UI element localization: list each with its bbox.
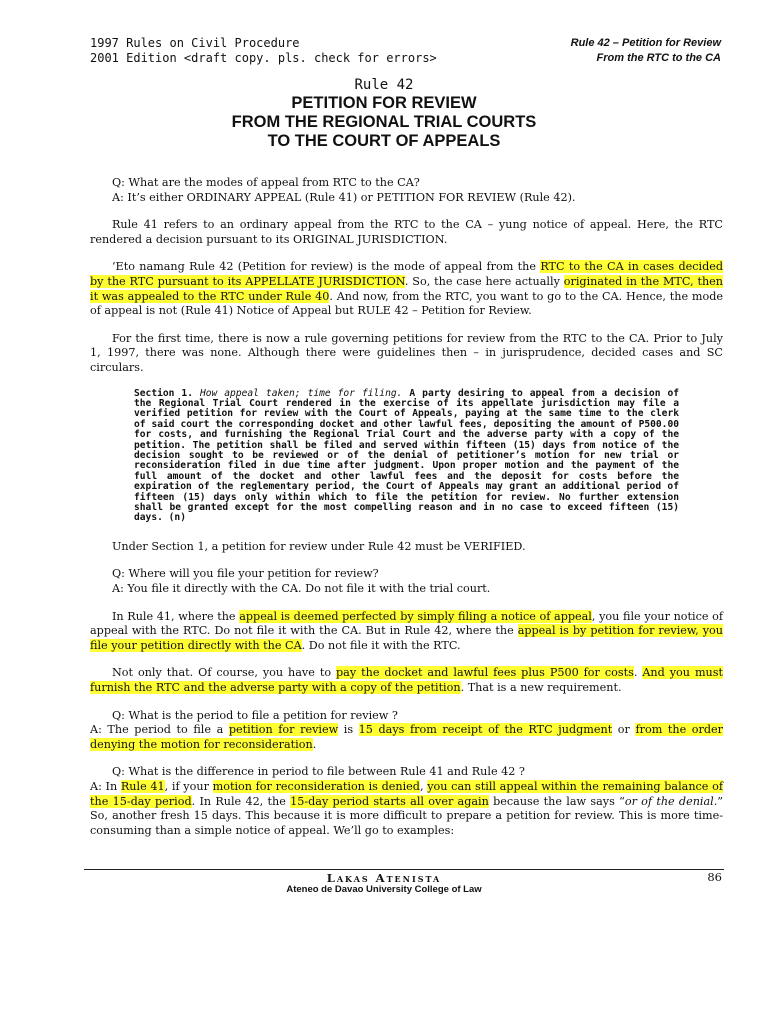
rule-number: Rule 42 [354, 77, 414, 93]
text-run: In Rule 41, where the [112, 609, 240, 623]
running-header-left [90, 36, 437, 66]
text-run: . That is a new requirement. [460, 680, 622, 694]
text-run: is [338, 723, 359, 737]
header-edition: 2001 Edition <draft copy. pls. check for errors> [90, 51, 437, 65]
footer-divider [84, 869, 724, 870]
text-run: , [419, 779, 428, 793]
paragraph-rule-42 [90, 260, 723, 318]
section-1-quote [134, 389, 679, 524]
text-run: ” So, another fresh 15 days. This because it is more difficult to prepare a petition for review. This is more time-consuming than a simple notice of appeal. We’ll go to examples: [90, 794, 724, 837]
highlight: 15 days from receipt of the RTC judgment [358, 723, 613, 737]
highlight: petition for review [228, 723, 339, 737]
highlight: RTC to the CA in cases decided by the RTC pursuant to its APPELLATE JURISDICTION [90, 260, 724, 288]
footer-subtitle: Ateneo de Davao University College of Law [286, 884, 482, 895]
qa-period-difference [90, 765, 723, 838]
paragraph-where-to-file [90, 610, 723, 654]
highlight: Rule 41 [120, 779, 165, 793]
highlight: appeal is by petition for review, you file your petition directly with the CA [90, 624, 723, 652]
section-text: A party desiring to appeal from a decision of the Regional Trial Court rendered in the exercise of its appellate jurisdiction may file a verified petition for review with the Court of Appeals, paying at the same time to the clerk of said court the corresponding docket and other lawful fees, depositing the amount of P500.00 for costs, and furnishing the Regional Trial Court and the adverse party with a copy of the petition. The petition shall be filed and served within fifteen (15) days from notice of the decision sought to be reviewed or of the denial of petitioner’s motion for new trial or reconsideration filed in due time after judgment. Upon proper motion and the payment of the full amount of the docket and other lawful fees and the deposit for costs before the expiration of the reglementary period, the Court of Appeals may grant an additional period of fifteen (15) days only within which to file the petition for review. No further extension shall be granted except for the most compelling reason and in no case to exceed fifteen (15) days. (n) [134, 387, 680, 524]
qa-modes-of-appeal [90, 176, 723, 205]
text-run: . Do not file it with the RTC. [301, 638, 461, 652]
title-line-1: PETITION FOR REVIEW [291, 94, 477, 112]
highlight: 15-day period starts all over again [290, 794, 489, 808]
highlight: motion for reconsideration is denied [212, 779, 420, 793]
page-title [0, 76, 768, 151]
text-run: A: The period to file a [90, 723, 229, 737]
section-label: Section 1 [134, 387, 188, 399]
text-run: . So, the case here actually [404, 274, 564, 288]
qa-where-to-file [90, 567, 723, 596]
text-run: Not only that. Of course, you have to [112, 666, 337, 680]
highlight: originated in the MTC, then it was appealed to the RTC under Rule 40 [90, 274, 724, 303]
highlight: And you must furnish the RTC and the adverse party with a copy of the petition [90, 666, 723, 694]
text-run: because the law says “ [488, 794, 625, 808]
paragraph-first-time: For the first time, there is now a rule governing petitions for review from the RTC to the CA. Prior to July 1, 1997, there was none. Although there were guidelines then – in jurisprudence, decided cases and SC circulars. [90, 331, 723, 374]
answer: A: It’s either ORDINARY APPEAL (Rule 41) or PETITION FOR REVIEW (Rule 42). [112, 190, 576, 204]
qa-period-to-file [90, 709, 723, 753]
text-run: , if your [164, 779, 213, 793]
question: Q: What is the difference in period to file between Rule 41 and Rule 42 ? [112, 765, 525, 779]
highlight: from the order denying the motion for reconsideration [90, 723, 724, 751]
running-header-right [571, 36, 721, 66]
separator: . [187, 387, 200, 399]
page-number: 86 [707, 870, 722, 884]
header-rule-subtitle: From the RTC to the CA [596, 52, 721, 64]
text-run: , you file your notice of appeal with the RTC. Do not file it with the CA. But in Rule 42, where the [90, 609, 724, 638]
paragraph-docket-fees [90, 666, 723, 695]
italic-quote: or of the denial. [624, 794, 718, 808]
question: Q: Where will you file your petition for review? [112, 567, 379, 581]
text-run: . [633, 666, 643, 680]
header-rule-title: Rule 42 – Petition for Review [570, 37, 721, 49]
text-run: . [312, 737, 317, 751]
answer: A: You file it directly with the CA. Do not file it with the trial court. [112, 582, 491, 595]
text-run: . In Rule 42, the [191, 794, 291, 808]
title-line-3: TO THE COURT OF APPEALS [267, 132, 501, 150]
highlight: you can still appeal within the remaining balance of the 15-day period [90, 779, 723, 808]
paragraph-rule-41: Rule 41 refers to an ordinary appeal from the RTC to the CA – yung notice of appeal. Here, the RTC rendered a decision pursuant to its ORIGINAL JURISDICTION. [90, 218, 723, 246]
text-run: A: In [90, 779, 121, 793]
document-body [90, 176, 723, 851]
text-run: or [612, 723, 636, 737]
question: Q: What is the period to file a petition for review ? [112, 708, 398, 722]
title-line-2: FROM THE REGIONAL TRIAL COURTS [231, 113, 537, 131]
paragraph-verified: Under Section 1, a petition for review under Rule 42 must be VERIFIED. [112, 539, 526, 553]
text-run: . And now, from the RTC, you want to go to the CA. Hence, the mode of appeal is not (Rule 41) Notice of Appeal but RULE 42 – Petition for Review. [90, 289, 723, 318]
header-book-title: 1997 Rules on Civil Procedure [90, 36, 300, 50]
section-heading: How appeal taken; time for filing. [199, 387, 403, 399]
question: Q: What are the modes of appeal from RTC to the CA? [112, 176, 420, 189]
footer-title: Lakas Atenista [326, 871, 442, 885]
text-run: ‘Eto namang Rule 42 (Petition for review) is the mode of appeal from the [112, 260, 541, 274]
highlight: appeal is deemed perfected by simply filing a notice of appeal [239, 609, 592, 623]
highlight: pay the docket and lawful fees plus P500 for costs [336, 666, 634, 680]
